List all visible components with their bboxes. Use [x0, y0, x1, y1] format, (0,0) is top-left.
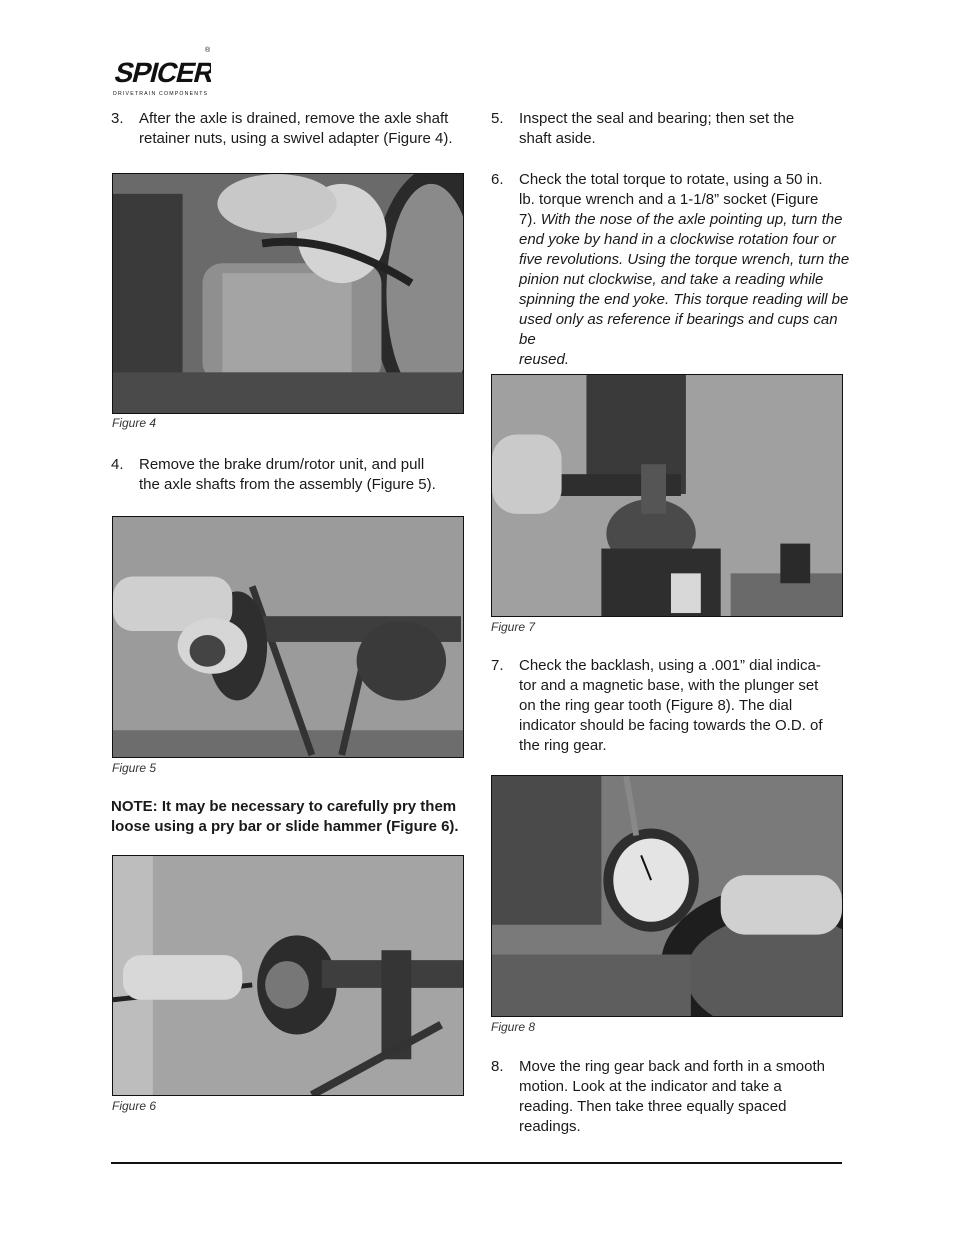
step-number: 5. [491, 110, 504, 127]
step-line: on the ring gear tooth (Figure 8). The dial [519, 697, 793, 714]
figure-4-caption: Figure 4 [112, 416, 157, 430]
step-number: 8. [491, 1058, 504, 1075]
figure-8-caption: Figure 8 [491, 1020, 536, 1034]
step-line: Inspect the seal and bearing; then set the [519, 110, 795, 127]
step-line-italic: pinion nut clockwise, and take a reading while [519, 271, 824, 288]
note-line: NOTE: It may be necessary to carefully pry them [111, 798, 457, 815]
step-3 [111, 109, 471, 149]
step-line-italic: used only as reference if bearings and cups can be [519, 311, 838, 348]
step-text [519, 109, 794, 149]
figure-5-photo [112, 516, 464, 758]
logo-registered-mark: ® [205, 47, 211, 54]
step-line: the ring gear. [519, 737, 607, 754]
step-line: readings. [519, 1118, 581, 1135]
step-number: 3. [111, 110, 124, 127]
figure-6-caption: Figure 6 [112, 1099, 157, 1113]
step-text [139, 455, 436, 495]
step-line-italic: reused. [519, 351, 570, 368]
step-text [519, 656, 823, 756]
figure-4-photo [112, 173, 464, 414]
figure-6-photo [112, 855, 464, 1096]
step-line-plain: 7). [519, 211, 541, 228]
step-line: Check the total torque to rotate, using a 50 in. [519, 171, 823, 188]
step-6 [491, 170, 851, 368]
step-number: 7. [491, 657, 504, 674]
logo-wordmark: SPICER [111, 57, 211, 89]
figure-5-caption: Figure 5 [112, 761, 157, 775]
step-8 [491, 1057, 851, 1139]
step-line: retainer nuts, using a swivel adapter (Figure 4). [139, 130, 453, 147]
step-line: Remove the brake drum/rotor unit, and pull [139, 456, 425, 473]
step-line-italic: With the nose of the axle pointing up, turn the [540, 211, 843, 228]
step-5 [491, 109, 851, 149]
step-text [519, 1057, 825, 1137]
step-line: reading. Then take three equally spaced [519, 1098, 787, 1115]
step-line: indicator should be facing towards the O.D. of [519, 717, 823, 734]
step-4 [111, 455, 471, 495]
step-line: lb. torque wrench and a 1-1/8” socket (Figure [519, 191, 819, 208]
step-text [519, 170, 851, 370]
figure-7-caption: Figure 7 [491, 620, 536, 634]
spicer-logo [111, 42, 211, 100]
note [111, 797, 471, 837]
step-line: Move the ring gear back and forth in a smooth [519, 1058, 826, 1075]
step-line-italic: spinning the end yoke. This torque reading will be [519, 291, 849, 308]
step-line [519, 210, 851, 230]
step-line: Check the backlash, using a .001” dial indica- [519, 657, 821, 674]
step-7 [491, 656, 851, 758]
step-line: After the axle is drained, remove the axle shaft [139, 110, 449, 127]
step-line: the axle shafts from the assembly (Figure 5). [139, 476, 436, 493]
step-line: motion. Look at the indicator and take a [519, 1078, 782, 1095]
logo-tagline: DRIVETRAIN COMPONENTS [113, 91, 209, 97]
step-number: 6. [491, 171, 504, 188]
figure-7-photo [491, 374, 843, 617]
step-line: tor and a magnetic base, with the plunger set [519, 677, 819, 694]
step-text [139, 109, 452, 149]
step-line-italic: five revolutions. Using the torque wrench, turn the [519, 251, 850, 268]
step-number: 4. [111, 456, 124, 473]
step-line-italic: end yoke by hand in a clockwise rotation four or [519, 231, 836, 248]
step-line: shaft aside. [519, 130, 596, 147]
note-line: loose using a pry bar or slide hammer (Figure 6). [111, 818, 459, 835]
figure-8-photo [491, 775, 843, 1017]
footer-rule [111, 1162, 842, 1164]
